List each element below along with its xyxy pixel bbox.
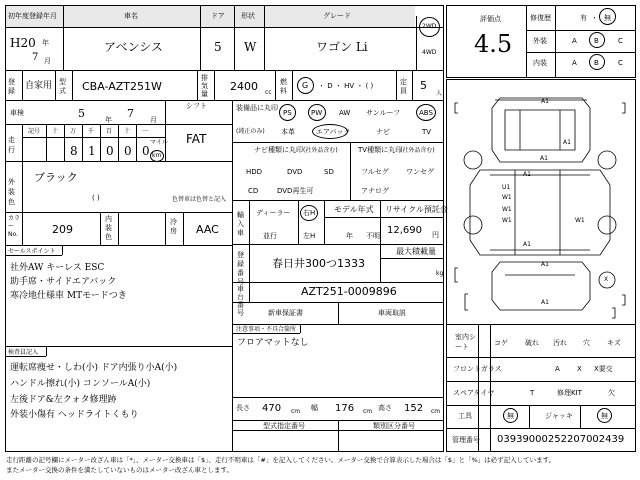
length-unit: cm [291, 408, 301, 415]
chassis-value: AZT251-0009896 [301, 285, 397, 298]
inspector-line-2: 左後ドア&左クォタ修理跡 [10, 395, 117, 405]
digit-4: 0 [142, 144, 150, 158]
seat-kizu: キズ [607, 339, 621, 347]
cap-value: 5 [420, 79, 427, 92]
spare-kit: 修理KIT [557, 389, 582, 397]
mark-a1-3: A1 [523, 171, 531, 178]
height-value: 152 [404, 403, 424, 414]
mark-a1-6: A1 [541, 261, 549, 268]
repair-yes: 有 [580, 14, 587, 22]
equipment-label: 装備品に丸印 [236, 104, 278, 112]
wheel-x-mark: X [604, 276, 609, 283]
width-unit: cm [363, 408, 373, 415]
type-cert-label: 型式指定番号 [263, 422, 305, 430]
new-warranty-label: 新車保証書 [268, 309, 303, 317]
nav-cd: CD [248, 187, 259, 195]
shape-label: 形状 [241, 12, 255, 20]
import-dealer: ディーラー [256, 209, 291, 217]
recycle-label: リサイクル預託金 [385, 205, 448, 214]
shift-value: FAT [186, 132, 207, 146]
exterior-note: 色替車は色替と記入 [172, 196, 227, 203]
class-label: 類別区分番号 [373, 422, 415, 430]
drive-4wd: 4WD [422, 49, 437, 56]
type-value: CBA-AZT251W [82, 80, 162, 93]
digit-3: 0 [124, 144, 132, 158]
place-2: 千 [88, 128, 95, 135]
int-a: A [572, 59, 577, 67]
equip-sunroof: サンルーフ [366, 109, 401, 117]
use-label: 登録 [8, 78, 15, 95]
notices-value: フロアマットなし [237, 338, 309, 348]
disp-unit: cc [265, 89, 272, 96]
mark-a1-2: A1 [563, 139, 571, 146]
fuel-label: 燃料 [280, 78, 287, 95]
equip-abs: ABS [419, 109, 433, 117]
nav-sd: SD [324, 168, 334, 176]
seat-ana: 穴 [583, 339, 590, 347]
place-5: 一 [142, 128, 149, 135]
max-load-unit: kg [436, 270, 444, 277]
place-4: 十 [124, 128, 131, 135]
repair-no: 無 [604, 14, 611, 22]
tv-sub: (社外品含む) [400, 147, 435, 154]
mark-w1-4: W1 [575, 217, 585, 224]
color-no-label: カラーNo. [8, 215, 21, 238]
windshield-a: A [555, 365, 560, 373]
height-unit: cm [431, 408, 441, 415]
grade-label: グレード [323, 12, 351, 20]
mark-u1: U1 [502, 184, 511, 191]
year-unit: 年 [42, 39, 49, 47]
month-unit: 月 [44, 57, 51, 65]
model-year-unit: 年 [346, 232, 353, 240]
equipment-sub: (純正のみ) [236, 128, 265, 135]
mark-w1-2: W1 [502, 217, 512, 224]
place-1: 万 [70, 128, 77, 135]
tv-analog: アナログ [361, 187, 389, 195]
spare-t: T [530, 389, 535, 397]
inspector-line-1: ハンドル擦れ(小) コンソールA(小) [10, 379, 151, 389]
disp-label: 排気量 [201, 74, 208, 98]
seat-yabure: 破れ [525, 339, 539, 347]
car-name-value: アベンシス [104, 40, 163, 54]
repair-sep: ・ [591, 14, 598, 22]
inspection-year: 5 [78, 107, 85, 120]
inspector-line-0: 運転席痩せ・しわ(小) ドア内張り小A(小) [10, 363, 178, 373]
width-value: 176 [335, 403, 355, 414]
mark-a1-4: A1 [540, 155, 548, 162]
kind-label: 自家用 [25, 81, 53, 91]
mark-w1-1: W1 [502, 194, 512, 201]
ext-a: A [572, 37, 577, 45]
equip-tv: TV [422, 128, 432, 136]
notices-label: 注意事項・不具合箇所 [236, 326, 297, 333]
footnote-line1: 走行距離の記号欄にメーター改ざん車は「*」、メーター交換車は「$」、走行不明車は「#」を記入してください。メーター交換で合算表示した場合は「$」と「%」は必ず記入しています。 [6, 456, 556, 464]
mgmt-value: 0393900025220700243​9 [497, 434, 625, 445]
equip-nav: ナビ [376, 128, 390, 136]
inspection-month: 7 [127, 107, 134, 120]
drive-2wd: 2WD [422, 23, 437, 30]
registration-label: 登録番号 [237, 251, 244, 286]
reg-year-value: H20 [10, 36, 36, 50]
windshield-label: フロントガラス [453, 365, 502, 373]
equip-airbag: エアバック [316, 128, 351, 136]
inspector-notes-label: 検査員記入 [8, 349, 39, 356]
length-value: 470 [262, 403, 282, 414]
import-parallel: 並行 [263, 232, 277, 240]
mark-a1-5: A1 [523, 241, 531, 248]
exterior-label: 外装色 [8, 178, 15, 206]
equip-leather: 本革 [281, 128, 295, 136]
score-label: 評価点 [480, 15, 501, 23]
nav-dvd: DVD [287, 168, 303, 176]
import-left: 左H [303, 232, 316, 240]
import-label: 輸入車 [237, 211, 244, 237]
interior-color-label: 内装色 [105, 215, 112, 241]
ext-b: B [594, 37, 599, 45]
cap-label: 定員 [400, 78, 407, 95]
digit-2: 0 [106, 144, 114, 158]
import-right: 右H [303, 209, 316, 217]
type-label: 型式 [59, 78, 66, 95]
mileage-unit-note: 記号 [28, 128, 41, 135]
fuel-options: ・ D ・ HV ・ ( ) [318, 82, 374, 90]
mark-w1-3: W1 [502, 206, 512, 213]
km-label: km [152, 152, 162, 159]
doors-value: 5 [214, 40, 222, 54]
equip-aw: AW [339, 109, 351, 117]
spare-missing: 欠 [608, 389, 615, 397]
sales-line-2: 寒冷地仕様車 MTモードつき [10, 291, 127, 301]
width-label: 幅 [311, 404, 318, 412]
mileage-label: 走行 [8, 136, 15, 154]
sales-line-0: 社外AW キーレス ESC [10, 263, 105, 273]
inspection-label: 車検 [10, 109, 24, 117]
place-0: 十 [52, 128, 59, 135]
car-name-label: 車名 [124, 12, 138, 20]
int-label: 内装 [533, 59, 547, 67]
sales-line-1: 助手席・サイドエアバック [10, 277, 117, 287]
length-label: 長さ [236, 404, 250, 412]
doors-label: ドア [211, 12, 225, 20]
tool-label: 工具 [458, 412, 472, 420]
digit-1: 1 [88, 144, 96, 158]
reg-year-label: 初年度登録年月 [8, 12, 57, 20]
mile-label: マイル [150, 139, 168, 146]
exterior-value: ブラック [34, 171, 78, 184]
ext-label: 外装 [533, 37, 547, 45]
jack-value: 無 [601, 412, 608, 420]
grade-value: ワゴン Li [316, 40, 368, 54]
footnote-line2: またメーター交換の条件を満たしていないものはメーター改ざん車とします。 [6, 466, 233, 474]
registration-value: 春日井300つ1333 [272, 257, 365, 270]
tv-label: TV種類に丸印 [358, 146, 403, 154]
nav-sub: (社外品含む) [303, 147, 338, 154]
chassis-label: 車台番号 [237, 285, 244, 317]
manual-label: 車両取説 [378, 309, 406, 317]
seat-koge: コゲ [494, 339, 508, 347]
tool-value: 無 [507, 412, 514, 420]
jack-label: ジャッキ [545, 412, 573, 420]
color-no-value: 209 [52, 223, 73, 236]
tv-fullseg: フルセグ [361, 168, 389, 176]
inspection-year-unit: 年 [105, 116, 112, 124]
score-value: 4.5 [474, 30, 513, 58]
repair-label: 修復歴 [530, 14, 551, 22]
seat-label: 室内シート [455, 333, 476, 351]
mark-a1-1: A1 [541, 98, 549, 105]
tv-oneseg: ワンセグ [406, 168, 434, 176]
windshield-replace: X要交 [594, 365, 613, 373]
equip-pw: PW [311, 109, 323, 117]
height-label: 高さ [378, 404, 392, 412]
shift-label: シフト [186, 102, 207, 110]
sales-points-label: セールスポイント [8, 248, 56, 255]
int-b: B [594, 59, 599, 67]
exterior-paren: ( ) [92, 194, 100, 202]
disp-value: 2400 [230, 80, 258, 93]
model-year-label: モデル年式 [334, 205, 374, 214]
ext-c: C [618, 37, 623, 45]
ac-label: 冷房 [170, 218, 177, 235]
mgmt-label: 管理番号 [452, 436, 480, 444]
int-c: C [618, 59, 623, 67]
cap-unit: 人 [436, 90, 443, 97]
nav-dvd-play: DVD再生可 [277, 187, 314, 195]
nav-hdd: HDD [246, 168, 263, 176]
shape-value: W [244, 40, 257, 54]
recycle-value: 12,690 [387, 225, 422, 236]
fuel-g: G [302, 81, 309, 90]
windshield-x: X [577, 365, 582, 373]
digit-0: 8 [70, 144, 78, 158]
inspector-line-3: 外装小傷有 ヘッドライトくもり [10, 410, 139, 420]
seat-yogore: 汚れ [553, 339, 567, 347]
mark-a1-7: A1 [541, 299, 549, 306]
inspection-month-unit: 月 [150, 116, 157, 124]
ac-value: AAC [196, 223, 219, 236]
nav-label: ナビ種類に丸印 [254, 146, 303, 154]
max-load-label: 最大積載量 [396, 247, 436, 256]
recycle-unit: 円 [432, 231, 439, 239]
spare-label: スペアタイヤ [453, 389, 495, 397]
equip-ps: PS [283, 109, 292, 117]
reg-month-value: 7 [32, 52, 39, 63]
place-3: 百 [106, 128, 113, 135]
model-year-unknown: 不明 [366, 232, 380, 240]
